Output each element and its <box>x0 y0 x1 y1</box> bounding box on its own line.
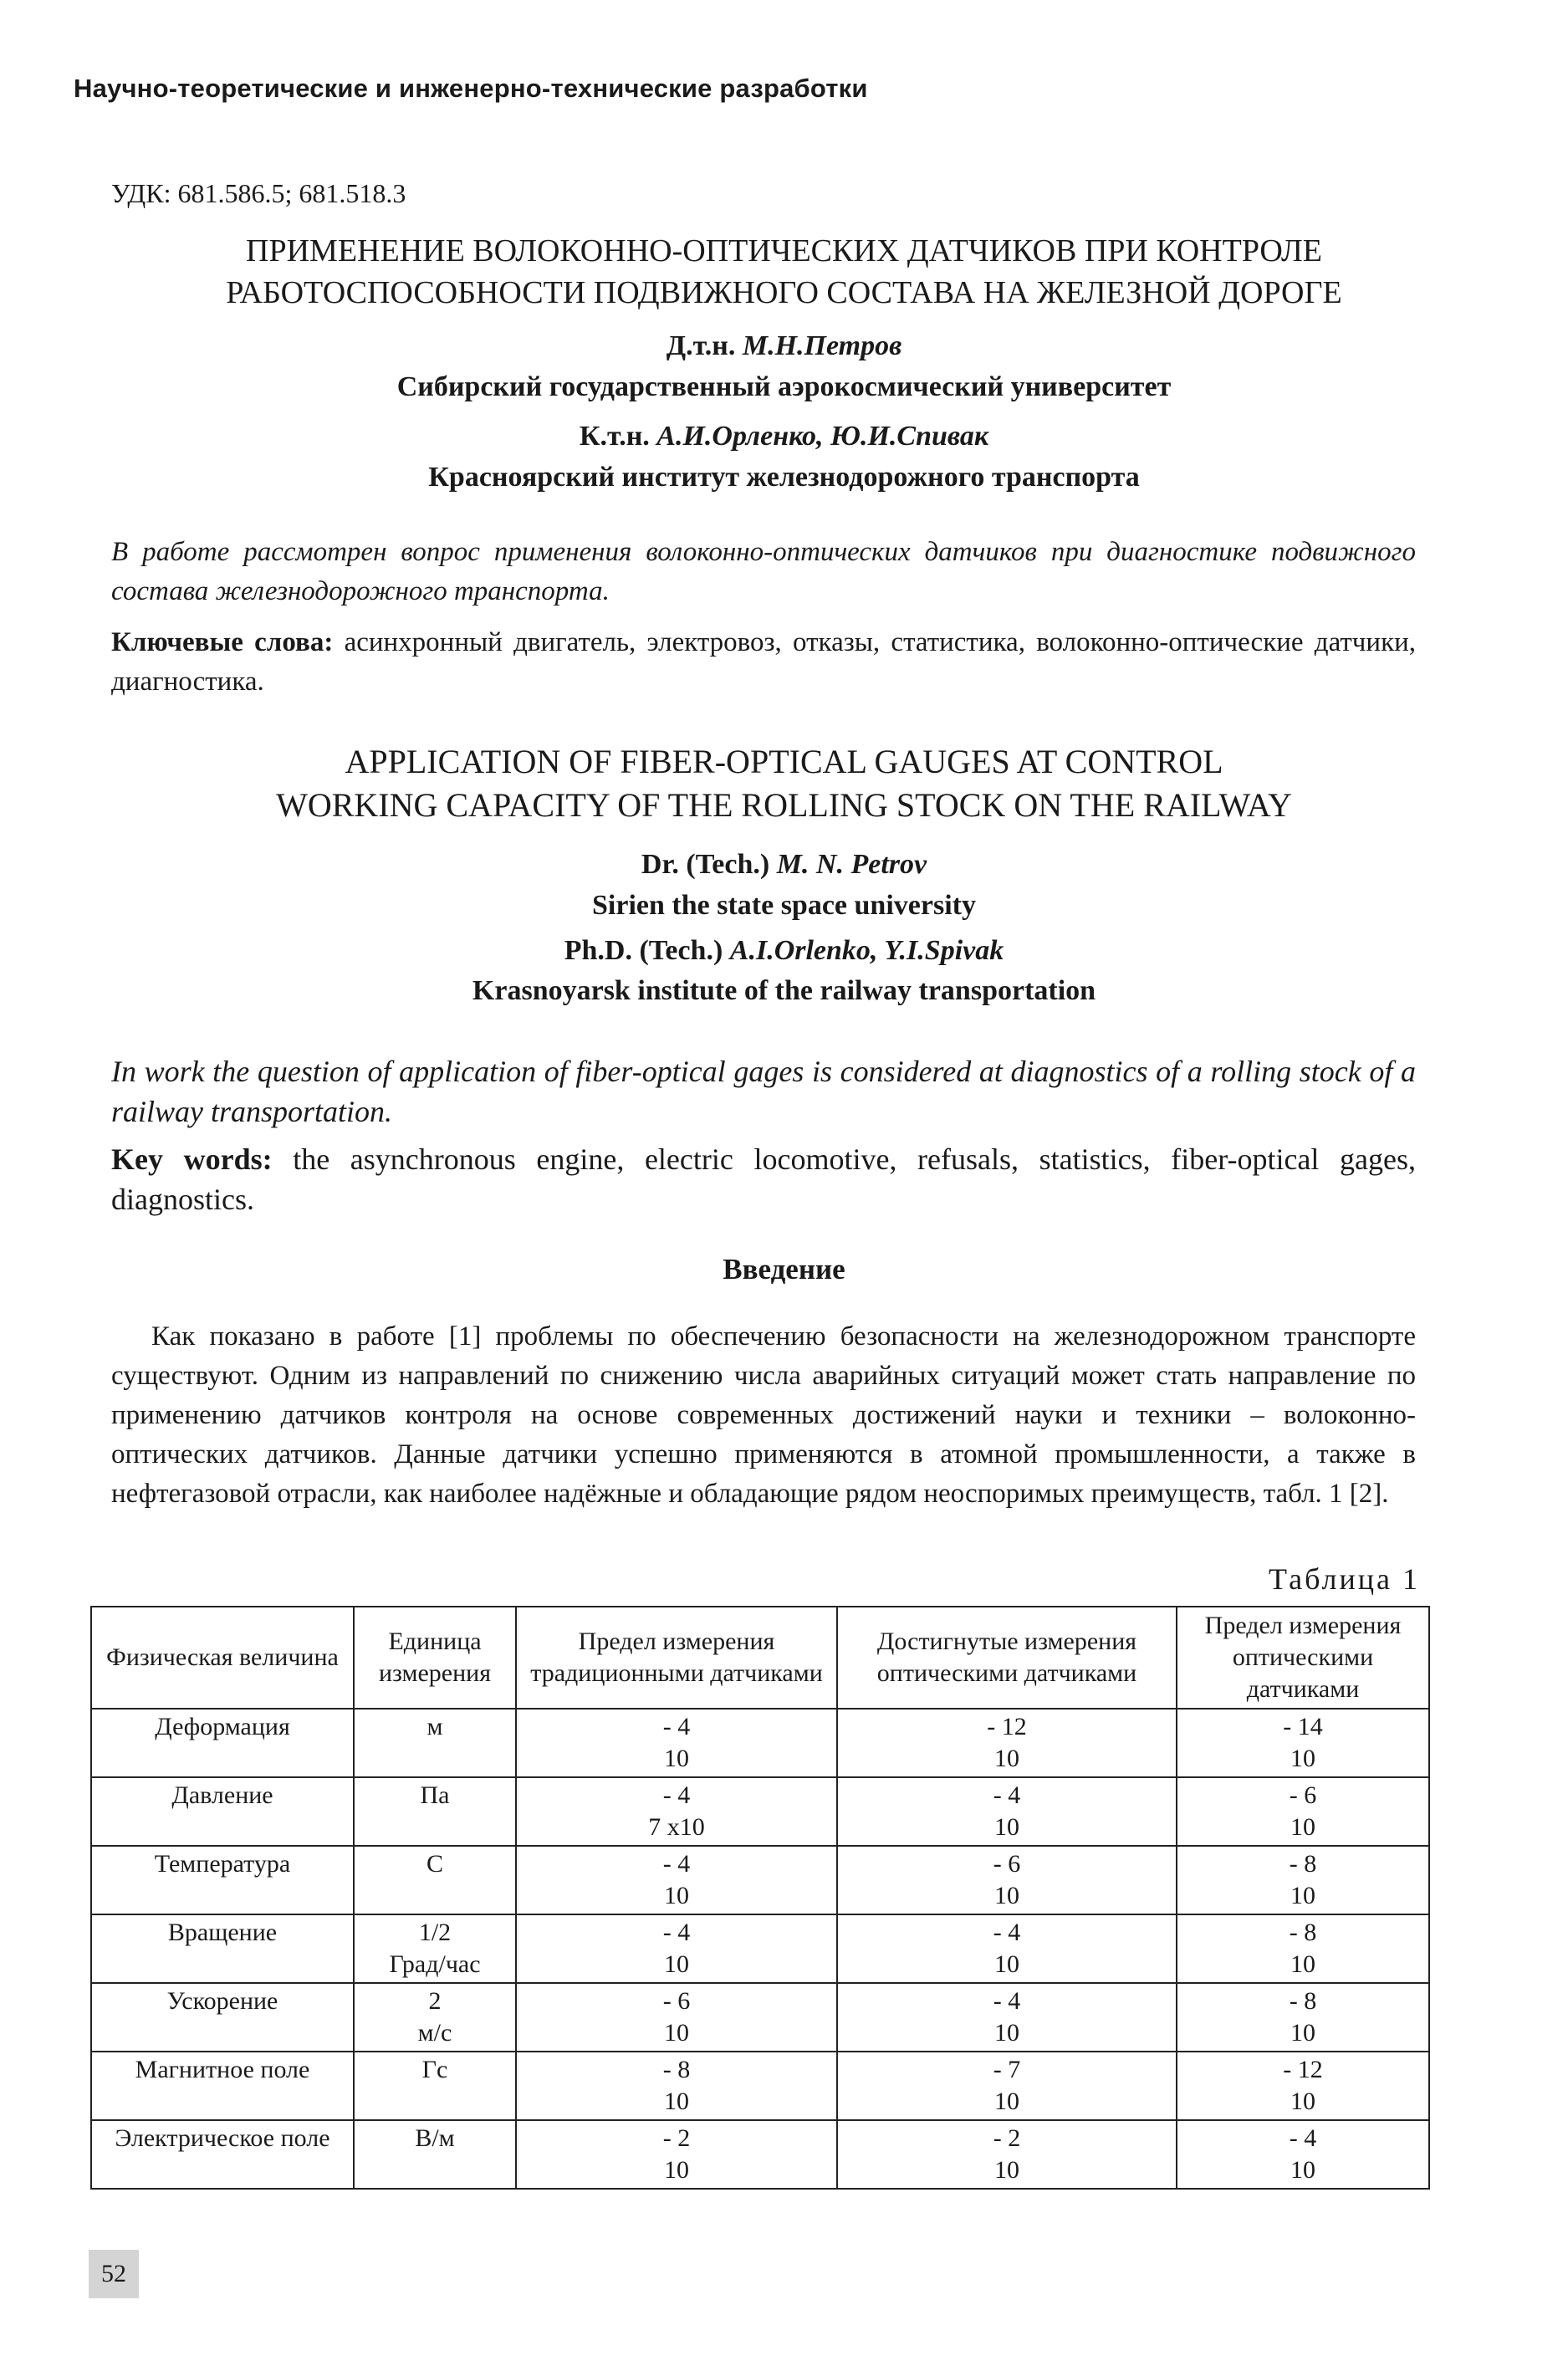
title-en <box>0 740 1568 827</box>
table-header-cell: Достигнутые измерения оптическими датчиками <box>837 1607 1177 1709</box>
value-top: - 4 <box>993 1987 1021 2015</box>
value-cell <box>1177 1777 1429 1846</box>
value-cell <box>516 2052 837 2120</box>
value-top: - 12 <box>987 1713 1027 1740</box>
value-top: - 4 <box>1289 2124 1317 2152</box>
value-bottom: 10 <box>664 2019 689 2047</box>
value-cell <box>1177 1983 1429 2052</box>
value-cell <box>354 2052 516 2120</box>
title-en-line1: APPLICATION OF FIBER-OPTICAL GAUGES AT CONTROL <box>345 743 1223 780</box>
value-top: - 2 <box>662 2124 691 2152</box>
value-cell <box>516 2120 837 2189</box>
value-bottom: 10 <box>1290 1745 1315 1772</box>
quantity-cell: Магнитное поле <box>91 2052 354 2120</box>
value-bottom: 7 x10 <box>648 1813 705 1841</box>
value-top: - 4 <box>993 1781 1021 1809</box>
affiliation-en-1: Sirien the state space university <box>592 890 976 921</box>
author-en-1-name: M. N. Petrov <box>776 849 927 880</box>
value-bottom: 10 <box>664 2156 689 2184</box>
value-bottom: 10 <box>994 1950 1019 1978</box>
table-header-cell: Предел измерения оптическими датчиками <box>1177 1607 1429 1709</box>
author-ru-1 <box>0 330 1568 362</box>
value-cell <box>1177 1914 1429 1983</box>
value-top: - 4 <box>993 1919 1021 1946</box>
value-top: - 8 <box>1289 1850 1317 1878</box>
value-top: - 6 <box>1289 1781 1317 1809</box>
value-bottom: 10 <box>1290 2088 1315 2115</box>
value-cell <box>354 1914 516 1983</box>
value-top: - 2 <box>993 2124 1021 2152</box>
keywords-ru <box>111 623 1416 702</box>
value-bottom: 10 <box>994 1882 1019 1909</box>
value-top: - 4 <box>662 1919 691 1946</box>
udk-code: УДК: 681.586.5; 681.518.3 <box>111 178 406 208</box>
section-heading-intro: Введение <box>723 1253 845 1285</box>
value-cell <box>837 1846 1177 1914</box>
value-cell <box>516 1983 837 2052</box>
value-cell <box>837 1914 1177 1983</box>
value-top: 2 <box>428 1987 442 2015</box>
author-en-1 <box>0 849 1568 881</box>
table-header-cell: Предел измерения традиционными датчиками <box>516 1607 837 1709</box>
value-cell <box>1177 2052 1429 2120</box>
value-bottom: 10 <box>994 2088 1019 2115</box>
author-en-2-name: A.I.Orlenko, Y.I.Spivak <box>729 935 1004 966</box>
value-cell <box>354 1846 516 1914</box>
value-bottom: 10 <box>1290 1882 1315 1909</box>
value-bottom: 10 <box>994 2019 1019 2047</box>
intro-paragraph: Как показано в работе [1] проблемы по обеспечению безопасности на железнодорожном транспорте существуют. Одним из направлений по снижению числа аварийных ситуаций может стать направление по применению датчиков контроля на основе современных достижений науки и техники – волоконно-оптических датчиков. Данные датчики успешно применяются в атомной промышленности, а также в нефтегазовой отрасли, как наиболее надёжные и обладающие рядом неоспоримых преимуществ, табл. 1 [2]. <box>111 1321 1416 1509</box>
quantity-cell: Электрическое поле <box>91 2120 354 2189</box>
value-top: - 4 <box>662 1850 691 1878</box>
value-bottom: 10 <box>994 1745 1019 1772</box>
author-ru-2-name: А.И.Орленко, Ю.И.Спивак <box>656 421 989 452</box>
value-cell <box>837 1983 1177 2052</box>
keywords-ru-label: Ключевые слова: <box>111 627 334 657</box>
value-cell <box>516 1914 837 1983</box>
value-bottom: 10 <box>1290 2156 1315 2184</box>
value-top: - 14 <box>1283 1713 1323 1740</box>
value-top: - 4 <box>662 1781 691 1809</box>
title-ru <box>0 230 1568 314</box>
table-header-cell: Единица измерения <box>354 1607 516 1709</box>
value-top: 1/2 <box>418 1919 452 1946</box>
quantity-cell: Давление <box>91 1777 354 1846</box>
title-en-line2: WORKING CAPACITY OF THE ROLLING STOCK ON THE RAILWAY <box>276 786 1292 824</box>
value-top: - 12 <box>1283 2056 1323 2083</box>
table-header-row <box>91 1607 1429 1709</box>
table-row <box>91 1914 1429 1983</box>
author-ru-2-degree: К.т.н. <box>579 421 657 452</box>
value-cell <box>837 2120 1177 2189</box>
table-caption: Таблица 1 <box>1269 1562 1420 1596</box>
keywords-en <box>111 1139 1416 1219</box>
quantity-cell: Деформация <box>91 1709 354 1777</box>
value-cell <box>837 2052 1177 2120</box>
value-top: - 7 <box>993 2056 1021 2083</box>
value-cell <box>354 1709 516 1777</box>
value-cell <box>354 1777 516 1846</box>
measurement-table <box>90 1606 1430 2190</box>
value-bottom: 10 <box>1290 2019 1315 2047</box>
author-ru-2 <box>0 421 1568 452</box>
page-number: 52 <box>89 2250 139 2298</box>
value-top: Па <box>420 1781 450 1809</box>
value-bottom: м/с <box>417 2019 452 2047</box>
value-cell <box>1177 1709 1429 1777</box>
value-top: В/м <box>415 2124 455 2152</box>
value-top: Гс <box>421 2056 448 2083</box>
value-cell <box>1177 2120 1429 2189</box>
value-top: С <box>426 1850 443 1878</box>
value-cell <box>1177 1846 1429 1914</box>
quantity-cell: Ускорение <box>91 1983 354 2052</box>
value-cell <box>837 1709 1177 1777</box>
value-cell <box>837 1777 1177 1846</box>
value-top: - 6 <box>662 1987 691 2015</box>
author-en-1-degree: Dr. (Tech.) <box>641 849 777 880</box>
value-bottom: 10 <box>664 1745 689 1772</box>
author-ru-1-degree: Д.т.н. <box>666 330 743 361</box>
author-en-2-degree: Ph.D. (Tech.) <box>564 935 730 966</box>
value-bottom: Град/час <box>389 1950 481 1978</box>
keywords-en-text: the asynchronous engine, electric locomotive, refusals, statistics, fiber-optical gages, diagnostics. <box>111 1142 1416 1216</box>
title-ru-line1: ПРИМЕНЕНИЕ ВОЛОКОННО-ОПТИЧЕСКИХ ДАТЧИКОВ ПРИ КОНТРОЛЕ <box>246 233 1322 268</box>
table-row <box>91 2120 1429 2189</box>
value-cell <box>354 1983 516 2052</box>
author-ru-1-name: М.Н.Петров <box>742 330 902 361</box>
journal-header: Научно-теоретические и инженерно-технические разработки <box>74 74 868 103</box>
value-top: - 6 <box>993 1850 1021 1878</box>
abstract-ru: В работе рассмотрен вопрос применения волоконно-оптических датчиков при диагностике подвижного состава железнодорожного транспорта. <box>111 537 1416 606</box>
value-bottom: 10 <box>664 2088 689 2115</box>
keywords-ru-text: асинхронный двигатель, электровоз, отказы, статистика, волоконно-оптические датчики, диагностика. <box>111 627 1417 697</box>
author-en-2 <box>0 935 1568 967</box>
value-bottom: 10 <box>1290 1813 1315 1841</box>
keywords-en-label: Key words: <box>111 1142 273 1176</box>
table-row <box>91 1983 1429 2052</box>
value-top: - 8 <box>1289 1987 1317 2015</box>
value-cell <box>516 1846 837 1914</box>
value-cell <box>516 1777 837 1846</box>
value-cell <box>516 1709 837 1777</box>
value-bottom: 10 <box>994 2156 1019 2184</box>
table-row <box>91 1846 1429 1914</box>
value-cell <box>354 2120 516 2189</box>
table-header-cell: Физическая величина <box>91 1607 354 1709</box>
value-top: м <box>426 1713 443 1740</box>
value-bottom: 10 <box>664 1950 689 1978</box>
title-ru-line2: РАБОТОСПОСОБНОСТИ ПОДВИЖНОГО СОСТАВА НА ЖЕЛЕЗНОЙ ДОРОГЕ <box>226 275 1342 310</box>
affiliation-ru-2: Красноярский институт железнодорожного транспорта <box>428 462 1140 493</box>
value-top: - 8 <box>662 2056 691 2083</box>
quantity-cell: Вращение <box>91 1914 354 1983</box>
value-bottom: 10 <box>664 1882 689 1909</box>
table-row <box>91 1709 1429 1777</box>
table-row <box>91 1777 1429 1846</box>
affiliation-ru-1: Сибирский государственный аэрокосмический университет <box>396 371 1172 402</box>
value-bottom: 10 <box>1290 1950 1315 1978</box>
table-row <box>91 2052 1429 2120</box>
quantity-cell: Температура <box>91 1846 354 1914</box>
value-top: - 4 <box>662 1713 691 1740</box>
value-top: - 8 <box>1289 1919 1317 1946</box>
affiliation-en-2: Krasnoyarsk institute of the railway transportation <box>472 975 1096 1006</box>
value-bottom: 10 <box>994 1813 1019 1841</box>
abstract-en: In work the question of application of fiber-optical gages is considered at diagnostics of a rolling stock of a railway transportation. <box>111 1055 1416 1128</box>
